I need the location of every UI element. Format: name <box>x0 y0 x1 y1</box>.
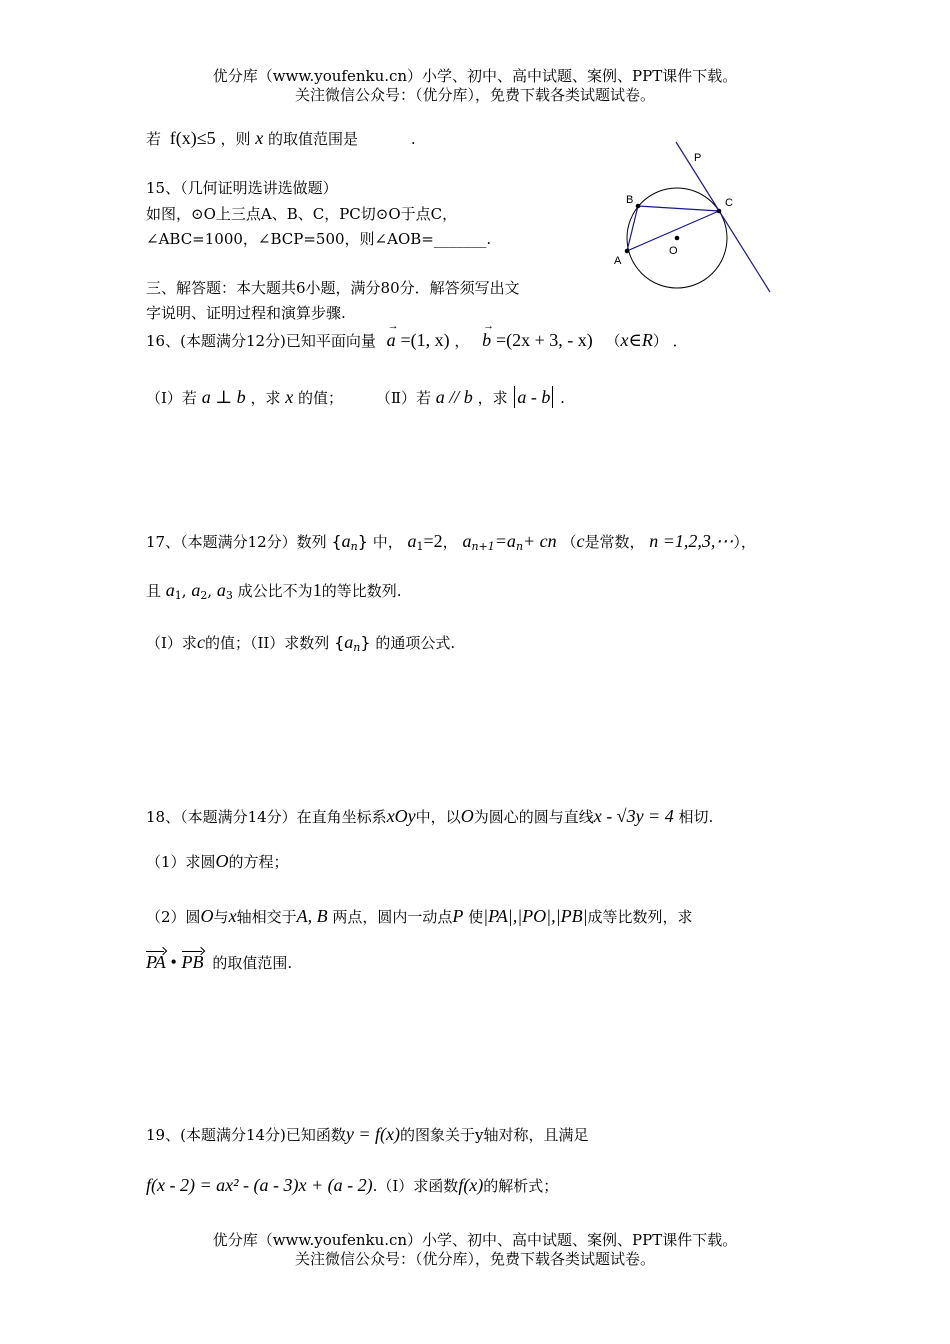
q16-condition: x∈R <box>620 330 653 350</box>
q18-p1 <box>146 851 289 872</box>
page-header-line1: 优分库（www.youfenku.cn）小学、初中、高中试题、案例、PPT课件下载。 <box>212 67 738 85</box>
q16-p1-relation: a ⊥ b <box>201 387 246 407</box>
q18-line1 <box>146 806 713 827</box>
q16-parts <box>146 386 565 408</box>
q17-parts: （I）求c的值；（II）求数列 $\{a_n\}$ 的通项公式. <box>146 632 456 654</box>
q18-p2-c: 两点，圆内一动点 <box>332 908 453 926</box>
q18-p2-d: 使 <box>468 908 484 926</box>
label-c: C <box>725 197 733 209</box>
q18-p1-o: O <box>215 851 229 871</box>
q17-seq-2: a <box>344 632 354 652</box>
q16-intro: 16、(本题满分12分)已知平面向量 → a =(1, x) ， → b =(2x + 3, - x) （x∈R） ． <box>146 330 688 351</box>
q18-p2-e: 成等比数列，求 <box>587 908 693 926</box>
q19-mid: 的图象关于y轴对称，且满足 <box>400 1126 589 1144</box>
segment-bc <box>638 206 719 211</box>
q18-o: O <box>460 806 474 826</box>
q17-a1: a <box>407 531 417 551</box>
q18-mid2: 为圆心的圆与直线 <box>473 808 594 826</box>
q19-p1-fn: f(x) <box>458 1175 484 1195</box>
q19-intro: 19、(本题满分14分)已知函数 <box>146 1126 346 1144</box>
point-o <box>675 236 680 241</box>
vector-pa: PA <box>146 952 166 972</box>
q16-p2-end: . <box>560 389 565 407</box>
q18-p2-abs: |PA|,|PO|,|PB| <box>483 906 588 926</box>
q16-p1-end: 的值； <box>298 389 344 407</box>
q16-p1-var: x <box>285 387 294 407</box>
q18-p2-p: P <box>452 906 464 926</box>
label-b: B <box>626 194 634 206</box>
q18-p2-x: x <box>228 906 237 926</box>
tangent-line-pc <box>676 142 770 292</box>
label-p: P <box>694 152 702 164</box>
vector-a-value: =(1, x) <box>400 330 450 350</box>
q18-p1-end: 的方程； <box>228 853 289 871</box>
q19-p1: .（Ⅰ）求函数 <box>372 1177 459 1195</box>
q19-fn: y = f(x) <box>345 1124 401 1144</box>
q17-a1-value: =2 <box>423 531 443 551</box>
q17-seq: a <box>341 531 351 551</box>
q17-p1-var: c <box>196 632 205 652</box>
label-o: O <box>669 245 678 257</box>
q17-p1-end: 的值；（II）求数列 <box>204 634 330 652</box>
q17-c: c <box>576 531 585 551</box>
q17-rec-left: a <box>462 531 472 551</box>
q15-title: 15、（几何证明选讲选做题） <box>146 179 338 197</box>
q14-expr: f(x)≤5 <box>169 128 216 148</box>
vector-a: → a <box>387 330 396 351</box>
page-header-line2: 关注微信公众号：（优分库），免费下载各类试题试卷。 <box>294 86 655 104</box>
point-a <box>625 249 630 254</box>
q14-text: 若 <box>146 130 162 148</box>
q18-dot: PA • PB 的取值范围. <box>146 952 293 972</box>
q19-p1-end: 的解析式； <box>483 1177 559 1195</box>
q18-p2-ab: A, B <box>296 906 328 926</box>
q18-p2-b: 轴相交于 <box>236 908 297 926</box>
q17-rec-right: =a <box>494 531 516 551</box>
section3-line1: 三、解答题：本大题共6小题，满分80分．解答须写出文 <box>146 279 520 297</box>
q18-p2-pre: （2）圆 <box>146 908 201 926</box>
section3-line2: 字说明、证明过程和演算步骤. <box>146 304 346 322</box>
q14-text-mid: ，则 <box>220 130 251 148</box>
q18-intro: 18、（本题满分14分）在直角坐标系 <box>146 808 387 826</box>
q16-p2-label: （Ⅱ）若 <box>375 389 432 407</box>
q18-system: xOy <box>386 806 416 826</box>
q18-mid: 中，以 <box>415 808 461 826</box>
q17-paren: （ <box>561 533 577 551</box>
label-a: A <box>614 255 622 267</box>
q17-line2-end: 的等比数列. <box>321 582 402 600</box>
q17-n-range: n =1,2,3,⋯ <box>649 531 734 551</box>
q17-line1: 17、（本题满分12分）数列 $\{a_n\}$ 中， $a_1=2$， $a_{n+1}=a_n+$ cn （c是常数， n =1,2,3,⋯）， <box>146 531 756 553</box>
q17-zhong: 中， <box>372 533 403 551</box>
q17-line2: 且 $a_1$, $a_2$, $a_3$ 成公比不为1的等比数列. <box>146 580 402 602</box>
q15-line1: 如图，⊙O上三点A、B、C，PC切⊙O于点C， <box>146 205 458 223</box>
q14-tail <box>146 128 416 149</box>
q17-intro: 17、（本题满分12分）数列 <box>146 533 327 551</box>
q18-line-eq: x - √3y = 4 <box>593 806 674 826</box>
q16-p2-relation: a // b <box>435 387 473 407</box>
q16-p1-label: （Ⅰ）若 <box>146 389 197 407</box>
q17-line2-pre: 且 <box>146 582 162 600</box>
vector-b: → b <box>482 330 491 351</box>
q19-line1 <box>146 1124 589 1145</box>
q16-end: ． <box>672 332 688 350</box>
vector-b-value: =(2x + 3, - x) <box>495 330 593 350</box>
geometry-figure <box>600 130 790 300</box>
point-b <box>636 204 641 209</box>
q19-line2 <box>146 1175 558 1196</box>
q16-p1-tail: ，求 <box>250 389 281 407</box>
q14-end: . <box>410 130 416 148</box>
q17-line2-mid: 成公比不为 <box>237 582 313 600</box>
point-c <box>717 209 722 214</box>
q18-p2 <box>146 906 693 927</box>
vector-pb: PB <box>181 952 204 972</box>
q19-equation: f(x - 2) = ax² - (a - 3)x + (a - 2) <box>146 1175 373 1195</box>
q16-comma: ， <box>454 332 470 350</box>
q15-line2: ∠ABC=1000，∠BCP=500，则∠AOB=_______. <box>146 230 492 248</box>
q16-intro-text: 16、(本题满分12分)已知平面向量 <box>146 332 376 350</box>
q16-p2-expr: a - b <box>517 387 551 407</box>
q17-one: 1 <box>312 580 322 600</box>
q18-p2-o: O <box>200 906 214 926</box>
q17-p1: （I）求 <box>146 634 197 652</box>
q16-p2-tail: ，求 <box>477 389 508 407</box>
q17-term-a1: a <box>165 580 175 600</box>
q18-end: 相切. <box>678 808 714 826</box>
q18-dot-end: 的取值范围. <box>212 954 293 972</box>
page-footer-line2: 关注微信公众号：（优分库），免费下载各类试题试卷。 <box>294 1250 655 1268</box>
q17-note-end: ）， <box>733 533 756 551</box>
q18-p1-pre: （1）求圆 <box>146 853 216 871</box>
segment-ab <box>627 206 638 251</box>
q17-c-note: 是常数， <box>584 533 645 551</box>
q14-text-post: 的取值范围是 <box>268 130 359 148</box>
q14-var: x <box>255 128 264 148</box>
page-footer-line1: 优分库（www.youfenku.cn）小学、初中、高中试题、案例、PPT课件下载。 <box>212 1231 738 1249</box>
q17-rec-tail: + cn <box>523 531 557 551</box>
q17-p2-end: 的通项公式. <box>375 634 456 652</box>
q18-p2-a: 与 <box>213 908 229 926</box>
